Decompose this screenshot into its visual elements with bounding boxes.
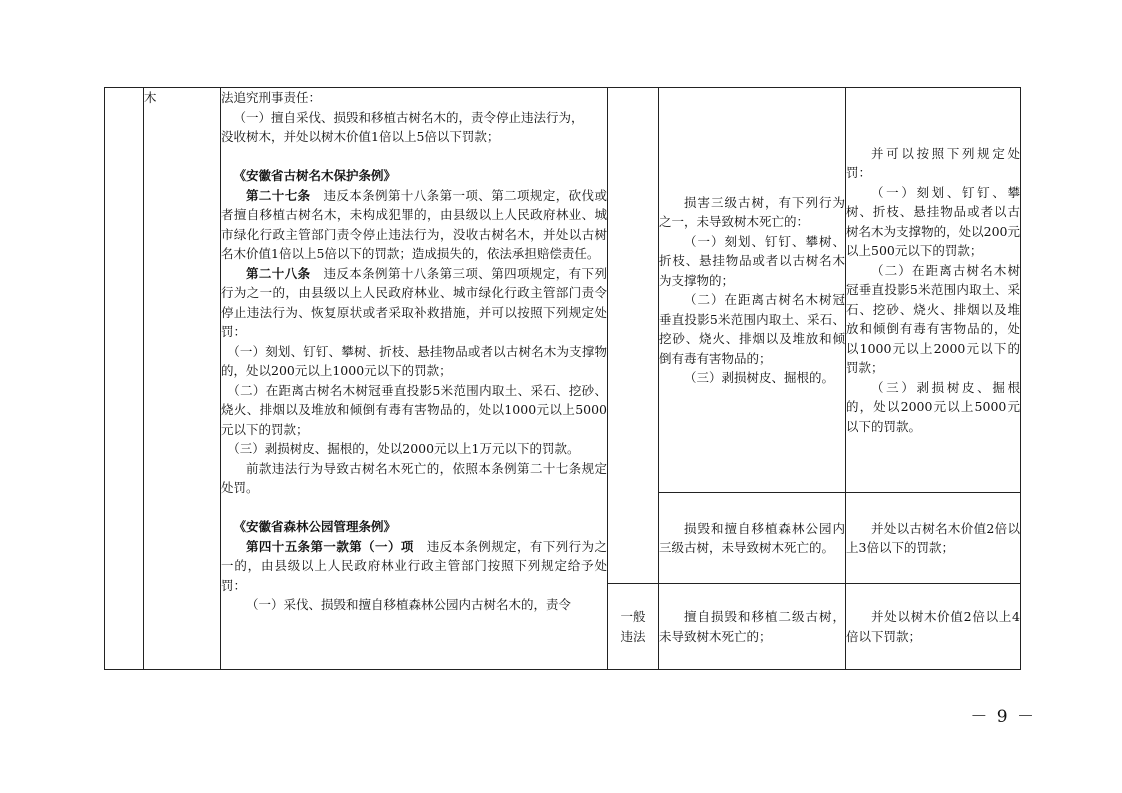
- basis-intro-line: 法追究刑事责任：: [221, 90, 322, 105]
- violation-level-label: 一般: [620, 609, 646, 624]
- penalty-cell: [846, 88, 1021, 493]
- article-text: 违反本条例第十八条第一项、第二项规定，砍伐或者擅自移植古树名木，未构成犯罪的，由县级以上人民政府林业、城市绿化行政主管部门责令停止违法行为，没收古树名木，并处以古树名木价值1倍以上5倍以下的罚款；造成损失的，依法承担赔偿责任。: [221, 187, 607, 261]
- regulation-title: 《安徽省古树名木保护条例》: [233, 168, 397, 183]
- violation-desc-cell: [659, 88, 846, 493]
- penalty-line: 并处以古树名木价值2倍以上3倍以下的罚款；: [846, 520, 1020, 555]
- article-number: 第二十七条: [246, 187, 311, 203]
- serial-cell: [105, 88, 144, 670]
- penalty-cell: [846, 493, 1021, 584]
- basis-intro-line: （一）擅自采伐、损毁和移植古树名木的，责令停止违法行为，: [233, 109, 584, 125]
- desc-line: 损毁和擅自移植森林公园内三级古树，未导致树木死亡的。: [659, 520, 845, 555]
- desc-line: （三）剥损树皮、掘根的。: [684, 370, 835, 385]
- desc-line: （二）在距离古树名木树冠垂直投影5米范围内取土、采石、挖砂、烧火、排烟以及堆放和倾倒有毒有害物品的；: [659, 292, 845, 366]
- violation-desc-cell: [659, 584, 846, 670]
- article-45: [221, 537, 607, 596]
- article-number: 第四十五条第一款第（一）项: [246, 538, 414, 554]
- article-tail: 前款违法行为导致古树名木死亡的，依照本条例第二十七条规定处罚。: [221, 460, 607, 495]
- penalty-line: 并可以按照下列规定处罚：: [846, 145, 1020, 181]
- violation-level-cell: [608, 88, 659, 584]
- penalty-line: （三）剥损树皮、掘根的，处以2000元以上5000元以下的罚款。: [846, 379, 1020, 434]
- desc-line: （一）刻划、钉钉、攀树、折枝、悬挂物品或者以古树名木为支撑物的；: [659, 233, 845, 288]
- article-item: （一）采伐、损毁和擅自移植森林公园内古树名木的，责令: [246, 597, 572, 612]
- article-item: （一）刻划、钉钉、攀树、折枝、悬挂物品或者以古树名木为支撑物的，处以200元以上1000元以下的罚款；: [221, 343, 607, 378]
- article-28: [221, 264, 607, 342]
- legal-basis-cell: [221, 88, 608, 670]
- item-name: 木: [144, 90, 157, 105]
- desc-line: 擅自损毁和移植二级古树，未导致树木死亡的；: [659, 609, 845, 644]
- article-item: （三）剥损树皮、掘根的，处以2000元以上1万元以下的罚款。: [227, 441, 580, 456]
- article-text: 违反本条例第十八条第三项、第四项规定，有下列行为之一的，由县级以上人民政府林业、城市绿化行政主管部门责令停止违法行为、恢复原状或者采取补救措施，并可以按照下列规定处罚：: [221, 265, 607, 339]
- article-item: （二）在距离古树名木树冠垂直投影5米范围内取土、采石、挖砂、烧火、排烟以及堆放和倾倒有毒有害物品的，处以1000元以上5000元以下的罚款；: [221, 382, 607, 437]
- article-text: 违反本条例规定，有下列行为之一的，由县级以上人民政府林业行政主管部门按照下列规定给予处罚：: [221, 538, 607, 593]
- page-number: － 9 －: [970, 707, 1036, 727]
- violation-desc-cell: [659, 493, 846, 584]
- regulation-table: [104, 87, 1021, 670]
- penalty-line: （一）刻划、钉钉、攀树、折枝、悬挂物品或者以古树名木为支撑物的，处以200元以上500元以下的罚款；: [846, 184, 1020, 259]
- penalty-line: （二）在距离古树名木树冠垂直投影5米范围内取土、采石、挖砂、烧火、排烟以及堆放和倾倒有毒有害物品的，处以1000元以上2000元以下的罚款；: [846, 262, 1020, 376]
- basis-intro-line: 没收树木，并处以树木价值1倍以上5倍以下罚款；: [221, 129, 500, 144]
- desc-line: 损害三级古树，有下列行为之一，未导致树木死亡的：: [659, 194, 845, 229]
- item-name-cell: [144, 88, 221, 670]
- regulation-title: 《安徽省森林公园管理条例》: [233, 519, 397, 534]
- article-number: 第二十八条: [246, 265, 311, 281]
- violation-level-cell: [608, 584, 659, 670]
- article-27: [221, 186, 607, 264]
- violation-level-label: 违法: [620, 628, 646, 644]
- penalty-line: 并处以树木价值2倍以上4倍以下罚款；: [846, 609, 1020, 644]
- penalty-cell: [846, 584, 1021, 670]
